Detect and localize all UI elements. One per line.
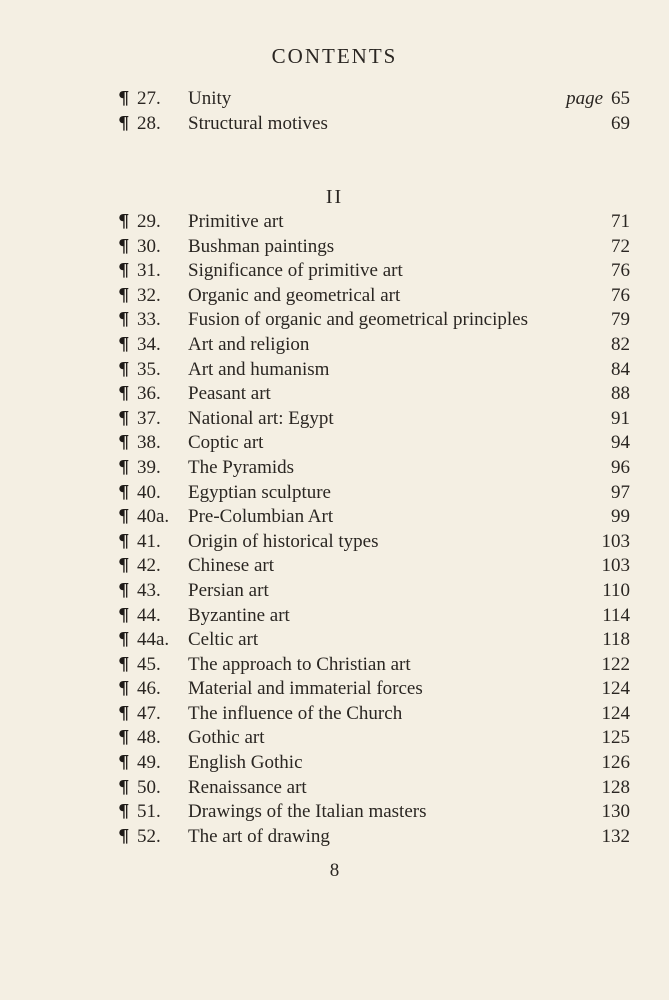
page-word: page	[566, 88, 603, 109]
entry-title: Coptic art	[188, 432, 264, 454]
entry-title: English Gothic	[188, 752, 303, 774]
list-item	[118, 382, 630, 407]
entry-number: 51.	[137, 801, 161, 823]
list-item	[118, 431, 630, 456]
pilcrow-icon: ¶	[118, 653, 130, 675]
entry-page: 103	[601, 530, 630, 552]
entry-number: 33.	[137, 309, 161, 331]
pilcrow-icon: ¶	[118, 358, 130, 380]
pilcrow-icon: ¶	[118, 702, 130, 724]
entry-page: 97	[611, 481, 630, 503]
pilcrow-icon: ¶	[118, 825, 130, 847]
list-item	[118, 604, 630, 629]
page-folio: 8	[329, 860, 340, 881]
entry-number: 32.	[137, 284, 161, 306]
entry-number: 43.	[137, 579, 161, 601]
entry-page: 88	[611, 383, 630, 405]
entry-number: 34.	[137, 333, 161, 355]
pilcrow-icon: ¶	[118, 260, 130, 282]
entry-title: Byzantine art	[188, 604, 290, 626]
entry-title: The art of drawing	[188, 825, 330, 847]
entry-number: 39.	[137, 456, 161, 478]
list-item	[118, 751, 630, 776]
entry-title: Egyptian sculpture	[188, 481, 331, 503]
entry-page: 114	[602, 604, 630, 626]
pilcrow-icon: ¶	[118, 235, 130, 257]
entry-number: 44.	[137, 604, 161, 626]
entry-page: 132	[601, 825, 630, 847]
pilcrow-icon: ¶	[118, 530, 130, 552]
pilcrow-icon: ¶	[118, 506, 130, 528]
entry-title: National art: Egypt	[188, 407, 334, 429]
entry-page: 130	[601, 801, 630, 823]
entry-title: Significance of primitive art	[188, 260, 403, 282]
list-item	[118, 407, 630, 432]
entry-title: The approach to Christian art	[188, 653, 411, 675]
page-number: 69	[611, 112, 630, 134]
entry-number: 27.	[137, 88, 161, 109]
pilcrow-icon: ¶	[118, 309, 130, 331]
list-item	[118, 235, 630, 260]
entry-number: 42.	[137, 555, 161, 577]
entry-page: 128	[601, 776, 630, 798]
pilcrow-icon: ¶	[118, 604, 130, 626]
pilcrow-icon: ¶	[118, 555, 130, 577]
entry-page: 122	[601, 653, 630, 675]
list-item	[118, 800, 630, 825]
list-item	[118, 530, 630, 555]
page-title: CONTENTS	[271, 44, 398, 68]
entry-title: Renaissance art	[188, 776, 307, 798]
entry-number: 40a.	[137, 506, 170, 528]
pilcrow-icon: ¶	[118, 432, 130, 454]
list-item	[118, 333, 630, 358]
entry-page: 91	[611, 407, 630, 429]
entry-number: 37.	[137, 407, 161, 429]
entry-page: 103	[601, 555, 630, 577]
entry-title: Drawings of the Italian masters	[188, 801, 427, 823]
entry-title: Peasant art	[188, 383, 271, 405]
list-item	[118, 87, 630, 112]
entry-title: Organic and geometrical art	[188, 284, 401, 306]
pilcrow-icon: ¶	[118, 333, 130, 355]
entry-page: 125	[601, 727, 630, 749]
entry-page: 118	[602, 629, 630, 651]
entry-number: 50.	[137, 776, 161, 798]
entry-number: 29.	[137, 211, 161, 232]
pilcrow-icon: ¶	[118, 88, 130, 109]
list-item	[118, 259, 630, 284]
entry-page	[611, 112, 630, 137]
entry-title: Fusion of organic and geometrical principles	[188, 309, 528, 331]
list-item	[118, 726, 630, 751]
list-item	[118, 579, 630, 604]
pilcrow-icon: ¶	[118, 481, 130, 503]
entry-title: Bushman paintings	[188, 235, 335, 257]
entry-title: Unity	[188, 88, 232, 109]
entry-number: 35.	[137, 358, 161, 380]
pilcrow-icon: ¶	[118, 211, 130, 232]
entry-page: 96	[611, 456, 630, 478]
entry-page: 99	[611, 506, 630, 528]
pilcrow-icon: ¶	[118, 284, 130, 306]
entry-page: 94	[611, 432, 630, 454]
entry-title: Structural motives	[188, 112, 328, 134]
entry-title: The Pyramids	[188, 456, 295, 478]
entry-page: 76	[611, 260, 630, 282]
entry-title: Gothic art	[188, 727, 265, 749]
section-heading: II	[325, 186, 344, 208]
list-item	[118, 284, 630, 309]
pilcrow-icon: ¶	[118, 678, 130, 700]
list-item	[118, 776, 630, 801]
entry-number: 44a.	[137, 629, 170, 651]
entry-number: 52.	[137, 825, 161, 847]
entry-number: 48.	[137, 727, 161, 749]
entry-number: 46.	[137, 678, 161, 700]
contents-list-section-ii	[118, 210, 630, 849]
list-item	[118, 358, 630, 383]
pilcrow-icon: ¶	[118, 407, 130, 429]
entry-title: Origin of historical types	[188, 530, 379, 552]
entry-title: Chinese art	[188, 555, 275, 577]
entry-page	[566, 87, 630, 112]
entry-title: Material and immaterial forces	[188, 678, 423, 700]
entry-title: Art and humanism	[188, 358, 330, 380]
entry-title: Celtic art	[188, 629, 259, 651]
page-number: 65	[611, 88, 630, 109]
list-item	[118, 210, 630, 235]
list-item	[118, 825, 630, 850]
entry-number: 31.	[137, 260, 161, 282]
entry-page: 79	[611, 309, 630, 331]
pilcrow-icon: ¶	[118, 752, 130, 774]
entry-number: 38.	[137, 432, 161, 454]
entry-page: 76	[611, 284, 630, 306]
entry-title: The influence of the Church	[188, 702, 403, 724]
entry-number: 45.	[137, 653, 161, 675]
list-item	[118, 653, 630, 678]
entry-number: 49.	[137, 752, 161, 774]
entry-page: 124	[601, 702, 630, 724]
entry-page: 110	[602, 579, 630, 601]
entry-page: 126	[601, 752, 630, 774]
list-item	[118, 112, 630, 137]
list-item	[118, 677, 630, 702]
entry-title: Art and religion	[188, 333, 310, 355]
list-item	[118, 702, 630, 727]
entry-page: 72	[611, 235, 630, 257]
pilcrow-icon: ¶	[118, 112, 130, 134]
list-item	[118, 481, 630, 506]
list-item	[118, 628, 630, 653]
entry-number: 47.	[137, 702, 161, 724]
entry-number: 30.	[137, 235, 161, 257]
list-item	[118, 554, 630, 579]
list-item	[118, 308, 630, 333]
contents-list-section-i	[118, 87, 630, 136]
entry-number: 36.	[137, 383, 161, 405]
entry-number: 41.	[137, 530, 161, 552]
pilcrow-icon: ¶	[118, 727, 130, 749]
entry-title: Primitive art	[188, 211, 284, 232]
list-item	[118, 505, 630, 530]
entry-page: 124	[601, 678, 630, 700]
entry-page: 71	[611, 211, 630, 232]
entry-title: Persian art	[188, 579, 269, 601]
pilcrow-icon: ¶	[118, 579, 130, 601]
entry-number: 40.	[137, 481, 161, 503]
pilcrow-icon: ¶	[118, 456, 130, 478]
entry-page: 84	[611, 358, 630, 380]
pilcrow-icon: ¶	[118, 801, 130, 823]
pilcrow-icon: ¶	[118, 776, 130, 798]
pilcrow-icon: ¶	[118, 629, 130, 651]
pilcrow-icon: ¶	[118, 383, 130, 405]
entry-number: 28.	[137, 112, 161, 134]
entry-title: Pre-Columbian Art	[188, 506, 334, 528]
list-item	[118, 456, 630, 481]
entry-page: 82	[611, 333, 630, 355]
